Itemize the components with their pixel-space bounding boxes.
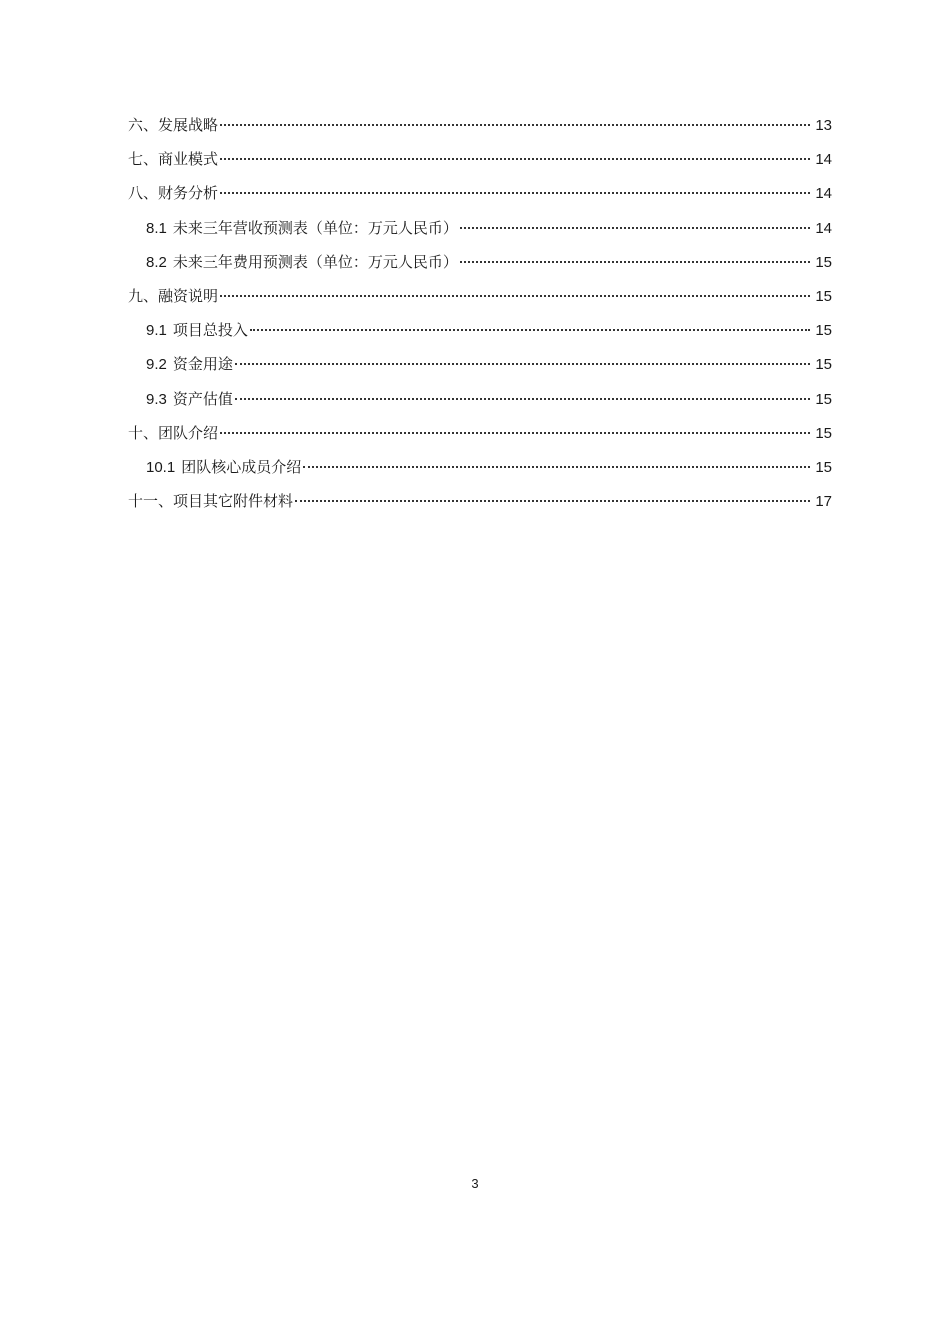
toc-dot-leader [235, 363, 810, 365]
toc-entry-title [128, 181, 218, 205]
toc-entry-page: 13 [815, 117, 832, 134]
toc-entry-label: 资产估值 [172, 389, 233, 408]
toc-entry-business-model[interactable] [128, 147, 832, 181]
toc-entry-label: 十一、项目其它附件材料 [128, 492, 294, 511]
toc-entry-page: 14 [815, 185, 832, 203]
toc-entry-page: 15 [815, 322, 832, 340]
toc-entry-expense-forecast[interactable] [128, 250, 832, 284]
toc-entry-number: 8.1 [146, 219, 167, 237]
toc-entry-label: 六、发展战略 [128, 116, 219, 134]
toc-entry-number: 9.3 [146, 390, 167, 408]
toc-entry-label: 九、融资说明 [128, 286, 219, 305]
toc-entry-title [128, 489, 293, 513]
toc-entry-attachments[interactable] [128, 489, 832, 523]
toc-entry-fund-usage[interactable] [128, 352, 832, 386]
toc-entry-financial-analysis[interactable] [128, 181, 832, 215]
toc-entry-page: 15 [815, 458, 832, 476]
toc-entry-page: 14 [815, 219, 832, 237]
toc-dot-leader [220, 295, 810, 297]
toc-entry-title [146, 318, 248, 343]
toc-entry-number: 9.1 [146, 322, 167, 340]
toc-entry-title [146, 455, 301, 480]
toc-entry-core-members[interactable] [128, 455, 832, 489]
toc-entry-title [146, 250, 458, 275]
toc-entry-title [128, 147, 218, 171]
toc-entry-page: 14 [815, 151, 832, 169]
toc-entry-title [146, 352, 233, 377]
toc-entry-asset-valuation[interactable] [128, 387, 832, 421]
toc-entry-label: 十、团队介绍 [128, 423, 219, 442]
toc-entry-label: 八、财务分析 [128, 184, 219, 203]
toc-entry-page: 15 [815, 424, 832, 442]
toc-entry-team[interactable] [128, 421, 832, 455]
toc-dot-leader [220, 192, 810, 194]
toc-entry-label: 未来三年费用预测表（单位：万元人民币） [172, 252, 458, 271]
toc-entry-revenue-forecast[interactable] [128, 216, 832, 250]
toc-dot-leader [460, 227, 810, 229]
toc-entry-label: 未来三年营收预测表（单位：万元人民币） [172, 218, 458, 237]
table-of-contents [128, 113, 832, 523]
toc-dot-leader [220, 158, 810, 160]
toc-entry-page: 15 [815, 287, 832, 305]
toc-entry-label: 团队核心成员介绍 [181, 457, 302, 476]
toc-entry-number: 10.1 [146, 458, 176, 476]
toc-dot-leader [220, 432, 810, 434]
toc-entry-financing[interactable] [128, 284, 832, 318]
toc-entry-page: 17 [815, 493, 832, 511]
toc-entry-label: 项目总投入 [172, 321, 248, 340]
toc-entry-page: 15 [815, 390, 832, 408]
toc-entry-label: 七、商业模式 [128, 150, 219, 169]
toc-dot-leader [250, 329, 810, 331]
toc-dot-leader [235, 398, 810, 400]
toc-entry-title [128, 113, 218, 137]
toc-entry-label: 资金用途 [172, 355, 233, 374]
toc-entry-number: 8.2 [146, 253, 167, 271]
page-number: 3 [471, 1176, 479, 1191]
toc-entry-title [128, 421, 218, 445]
toc-dot-leader [303, 466, 810, 468]
toc-entry-title [128, 284, 218, 308]
toc-entry-number: 9.2 [146, 356, 167, 374]
toc-entry-title [146, 387, 233, 412]
toc-entry-page: 15 [815, 356, 832, 374]
toc-dot-leader [220, 124, 810, 126]
toc-dot-leader [460, 261, 810, 263]
toc-entry-title [146, 216, 458, 241]
toc-entry-development-strategy[interactable] [128, 113, 832, 147]
toc-entry-total-investment[interactable] [128, 318, 832, 352]
toc-entry-page: 15 [815, 253, 832, 271]
toc-dot-leader [295, 500, 810, 502]
